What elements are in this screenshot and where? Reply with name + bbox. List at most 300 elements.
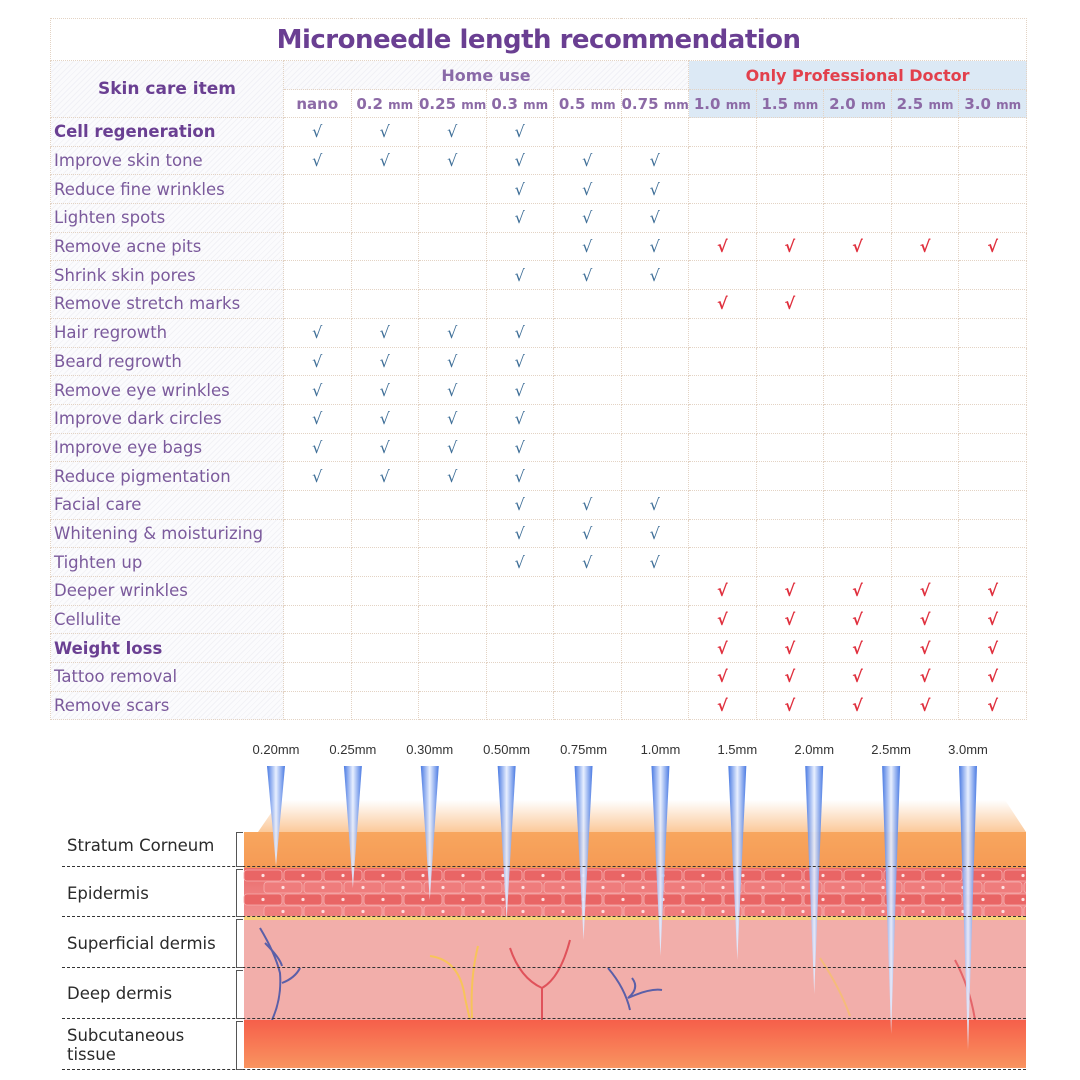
- table-cell: [891, 548, 959, 577]
- needle-label: 1.0mm: [640, 742, 681, 757]
- cell-nucleus: [861, 898, 864, 901]
- column-unit: mm: [725, 97, 751, 112]
- table-cell: [351, 290, 419, 319]
- column-unit: mm: [928, 97, 954, 112]
- table-cell: [959, 519, 1027, 548]
- table-cell: [419, 577, 487, 606]
- layer-bracket: [236, 869, 243, 917]
- table-row: [51, 605, 1027, 634]
- column-value: nano: [296, 94, 339, 113]
- column-unit: mm: [996, 97, 1022, 112]
- check-icon: √: [649, 179, 660, 199]
- cell-nucleus: [1001, 910, 1004, 913]
- check-icon: √: [582, 265, 593, 285]
- column-header-2-5: [891, 90, 959, 118]
- table-cell: [824, 691, 892, 720]
- table-cell: [554, 404, 622, 433]
- table-cell: [621, 175, 689, 204]
- check-icon: √: [852, 638, 863, 658]
- table-cell: [486, 490, 554, 519]
- subcutaneous-layer: [244, 1020, 1026, 1068]
- check-icon: √: [514, 523, 525, 543]
- column-value: 0.25: [419, 94, 457, 113]
- table-cell: [824, 548, 892, 577]
- table-cell: [419, 318, 487, 347]
- check-icon: √: [379, 380, 390, 400]
- table-cell: [486, 261, 554, 290]
- cell-nucleus: [361, 886, 364, 889]
- check-icon: √: [514, 323, 525, 343]
- cell-nucleus: [681, 910, 684, 913]
- table-cell: [351, 376, 419, 405]
- table-cell: [554, 691, 622, 720]
- table-cell: [284, 232, 352, 261]
- table-cell: [756, 605, 824, 634]
- table-cell: [756, 376, 824, 405]
- table-cell: [891, 519, 959, 548]
- cell-nucleus: [281, 886, 284, 889]
- check-icon: √: [919, 610, 931, 630]
- cell-nucleus: [821, 874, 824, 877]
- table-cell: [959, 490, 1027, 519]
- table-cell: [689, 146, 757, 175]
- table-cell: [284, 146, 352, 175]
- table-cell: [419, 118, 487, 147]
- check-icon: √: [852, 696, 863, 716]
- table-cell: [554, 577, 622, 606]
- table-cell: [689, 577, 757, 606]
- table-row: [51, 404, 1027, 433]
- table-cell: [554, 519, 622, 548]
- table-cell: [621, 347, 689, 376]
- table-row: [51, 462, 1027, 491]
- table-row: [51, 577, 1027, 606]
- cell-nucleus: [481, 886, 484, 889]
- cell-nucleus: [801, 886, 804, 889]
- column-header-2-0: [824, 90, 892, 118]
- cell-nucleus: [781, 874, 784, 877]
- table-cell: [486, 204, 554, 233]
- column-value: 0.75: [621, 94, 659, 113]
- table-cell: [959, 204, 1027, 233]
- table-cell: [689, 347, 757, 376]
- table-cell: [486, 691, 554, 720]
- layer-divider: [62, 1069, 1026, 1070]
- cell-nucleus: [341, 898, 344, 901]
- column-unit: mm: [663, 97, 689, 112]
- cell-nucleus: [921, 886, 924, 889]
- table-cell: [756, 347, 824, 376]
- table-cell: [891, 462, 959, 491]
- cell-nucleus: [501, 898, 504, 901]
- table-cell: [824, 347, 892, 376]
- check-icon: √: [447, 380, 458, 400]
- table-cell: [351, 261, 419, 290]
- row-label: Improve dark circles: [51, 404, 284, 433]
- table-cell: [351, 490, 419, 519]
- layer-divider: [62, 866, 1026, 867]
- column-value: 1.5: [761, 94, 789, 113]
- check-icon: √: [987, 696, 999, 716]
- table-cell: [959, 118, 1027, 147]
- table-cell: [824, 175, 892, 204]
- cell-nucleus: [381, 898, 384, 901]
- table-cell: [554, 462, 622, 491]
- column-header-0-25: [419, 90, 487, 118]
- table-cell: [891, 404, 959, 433]
- cell-nucleus: [781, 898, 784, 901]
- check-icon: √: [447, 351, 458, 371]
- needle-label: 0.30mm: [406, 742, 454, 757]
- row-label: Remove stretch marks: [51, 290, 284, 319]
- table-cell: [419, 519, 487, 548]
- table-row: [51, 519, 1027, 548]
- check-icon: √: [784, 610, 796, 630]
- table-cell: [689, 663, 757, 692]
- cell-nucleus: [421, 898, 424, 901]
- home-use-header: Home use: [284, 61, 689, 90]
- table-cell: [554, 290, 622, 319]
- table-cell: [621, 577, 689, 606]
- table-cell: [824, 204, 892, 233]
- layer-bracket: [236, 832, 243, 867]
- cell-nucleus: [641, 886, 644, 889]
- table-row: [51, 290, 1027, 319]
- table-cell: [756, 577, 824, 606]
- needle-label: 0.20mm: [252, 742, 300, 757]
- table-cell: [824, 290, 892, 319]
- cell-nucleus: [761, 886, 764, 889]
- table-cell: [486, 577, 554, 606]
- row-label: Reduce pigmentation: [51, 462, 284, 491]
- cell-nucleus: [521, 886, 524, 889]
- cell-nucleus: [921, 910, 924, 913]
- cell-nucleus: [461, 898, 464, 901]
- check-icon: √: [582, 151, 593, 171]
- table-cell: [689, 691, 757, 720]
- table-cell: [689, 433, 757, 462]
- table-cell: [756, 318, 824, 347]
- column-value: 2.5: [896, 94, 924, 113]
- column-header-3-0: [959, 90, 1027, 118]
- check-icon: √: [919, 696, 931, 716]
- table-cell: [959, 146, 1027, 175]
- table-cell: [554, 261, 622, 290]
- check-icon: √: [514, 122, 525, 142]
- layer-label-subcutaneous-tissue: Subcutaneous tissue: [67, 1026, 185, 1064]
- check-icon: √: [447, 122, 458, 142]
- table-row: [51, 663, 1027, 692]
- table-cell: [824, 605, 892, 634]
- table-cell: [351, 318, 419, 347]
- check-icon: √: [852, 581, 863, 601]
- table-cell: [554, 146, 622, 175]
- table-cell: [419, 548, 487, 577]
- table-cell: [419, 490, 487, 519]
- layer-bracket: [236, 970, 243, 1019]
- check-icon: √: [582, 495, 593, 515]
- cell-nucleus: [901, 874, 904, 877]
- table-cell: [756, 232, 824, 261]
- check-icon: √: [784, 696, 796, 716]
- table-row: [51, 318, 1027, 347]
- layer-label-epidermis: Epidermis: [67, 884, 149, 903]
- check-icon: √: [379, 151, 390, 171]
- check-icon: √: [649, 237, 660, 257]
- table-cell: [824, 118, 892, 147]
- table-cell: [891, 490, 959, 519]
- table-row: [51, 347, 1027, 376]
- table-cell: [419, 261, 487, 290]
- column-unit: mm: [793, 97, 819, 112]
- check-icon: √: [649, 151, 660, 171]
- column-header-nano: [284, 90, 352, 118]
- check-icon: √: [514, 265, 525, 285]
- table-row: [51, 204, 1027, 233]
- table-cell: [824, 261, 892, 290]
- needle-label: 2.5mm: [871, 742, 911, 757]
- table-cell: [284, 290, 352, 319]
- table-cell: [351, 691, 419, 720]
- row-label: Cell regeneration: [51, 118, 284, 147]
- column-unit: mm: [590, 97, 616, 112]
- column-header-1-5: [756, 90, 824, 118]
- check-icon: √: [649, 265, 660, 285]
- table-cell: [486, 376, 554, 405]
- table-cell: [621, 204, 689, 233]
- table-cell: [891, 290, 959, 319]
- cell-nucleus: [561, 886, 564, 889]
- cell-nucleus: [601, 910, 604, 913]
- table-cell: [689, 118, 757, 147]
- table-cell: [891, 577, 959, 606]
- cell-nucleus: [701, 874, 704, 877]
- table-cell: [891, 634, 959, 663]
- table-cell: [824, 433, 892, 462]
- row-label: Whitening & moisturizing: [51, 519, 284, 548]
- needle-label: 1.5mm: [717, 742, 758, 757]
- check-icon: √: [447, 323, 458, 343]
- table-cell: [419, 691, 487, 720]
- table-cell: [756, 433, 824, 462]
- table-cell: [824, 634, 892, 663]
- cell-nucleus: [401, 886, 404, 889]
- table-cell: [756, 548, 824, 577]
- table-cell: [756, 261, 824, 290]
- check-icon: √: [649, 552, 660, 572]
- column-value: 2.0: [829, 94, 856, 113]
- check-icon: √: [312, 437, 323, 457]
- table-cell: [284, 519, 352, 548]
- table-cell: [891, 118, 959, 147]
- table-cell: [891, 232, 959, 261]
- table-cell: [554, 175, 622, 204]
- table-cell: [824, 232, 892, 261]
- table-cell: [824, 404, 892, 433]
- table-cell: [554, 433, 622, 462]
- table-cell: [959, 290, 1027, 319]
- table-cell: [419, 232, 487, 261]
- table-cell: [824, 318, 892, 347]
- table-row: [51, 261, 1027, 290]
- cell-nucleus: [321, 910, 324, 913]
- check-icon: √: [582, 179, 593, 199]
- table-cell: [419, 433, 487, 462]
- cell-nucleus: [601, 886, 604, 889]
- table-cell: [351, 433, 419, 462]
- row-label: Remove eye wrinkles: [51, 376, 284, 405]
- check-icon: √: [649, 208, 660, 228]
- table-cell: [621, 261, 689, 290]
- professional-doctor-header: Only Professional Doctor: [689, 61, 1027, 90]
- cell-nucleus: [441, 886, 444, 889]
- column-header-0-2: [351, 90, 419, 118]
- table-cell: [621, 404, 689, 433]
- table-cell: [419, 146, 487, 175]
- cell-nucleus: [381, 874, 384, 877]
- table-cell: [554, 118, 622, 147]
- table-cell: [824, 146, 892, 175]
- table-cell: [621, 519, 689, 548]
- check-icon: √: [784, 294, 796, 314]
- row-label: Tattoo removal: [51, 663, 284, 692]
- cell-nucleus: [701, 898, 704, 901]
- table-cell: [756, 146, 824, 175]
- table-cell: [689, 519, 757, 548]
- needle-label: 3.0mm: [948, 742, 988, 757]
- check-icon: √: [312, 122, 323, 142]
- table-cell: [554, 204, 622, 233]
- check-icon: √: [919, 581, 931, 601]
- check-icon: √: [582, 237, 593, 257]
- recommendation-table-wrap: [50, 18, 1026, 720]
- table-cell: [824, 663, 892, 692]
- table-cell: [486, 146, 554, 175]
- skin-care-item-header: Skin care item: [51, 61, 284, 118]
- check-icon: √: [582, 208, 593, 228]
- table-row: [51, 232, 1027, 261]
- cell-nucleus: [461, 874, 464, 877]
- check-icon: √: [919, 667, 931, 687]
- cell-nucleus: [941, 898, 944, 901]
- table-cell: [621, 318, 689, 347]
- check-icon: √: [784, 237, 796, 257]
- check-icon: √: [514, 151, 525, 171]
- table-cell: [351, 232, 419, 261]
- table-cell: [891, 691, 959, 720]
- check-icon: √: [987, 581, 999, 601]
- table-cell: [486, 175, 554, 204]
- table-cell: [351, 204, 419, 233]
- table-cell: [419, 204, 487, 233]
- cell-nucleus: [421, 874, 424, 877]
- table-cell: [891, 175, 959, 204]
- column-header-0-3: [486, 90, 554, 118]
- check-icon: √: [987, 610, 999, 630]
- table-cell: [419, 290, 487, 319]
- cell-nucleus: [321, 886, 324, 889]
- table-cell: [891, 146, 959, 175]
- check-icon: √: [987, 237, 999, 257]
- cell-nucleus: [721, 886, 724, 889]
- table-cell: [959, 605, 1027, 634]
- column-unit: mm: [388, 97, 414, 112]
- table-cell: [419, 175, 487, 204]
- table-cell: [284, 663, 352, 692]
- cell-nucleus: [441, 910, 444, 913]
- table-cell: [554, 347, 622, 376]
- check-icon: √: [514, 351, 525, 371]
- cell-nucleus: [941, 874, 944, 877]
- skin-top-surface: [258, 800, 1026, 832]
- table-cell: [554, 663, 622, 692]
- table-cell: [824, 490, 892, 519]
- check-icon: √: [716, 638, 728, 658]
- check-icon: √: [784, 581, 796, 601]
- layer-divider: [62, 967, 1026, 968]
- check-icon: √: [447, 151, 458, 171]
- table-cell: [959, 261, 1027, 290]
- table-cell: [621, 605, 689, 634]
- check-icon: √: [987, 638, 999, 658]
- table-row: [51, 118, 1027, 147]
- table-cell: [824, 462, 892, 491]
- cell-nucleus: [801, 910, 804, 913]
- row-label: Remove scars: [51, 691, 284, 720]
- row-label: Facial care: [51, 490, 284, 519]
- cell-nucleus: [401, 910, 404, 913]
- table-cell: [621, 146, 689, 175]
- needle-label: 0.75mm: [560, 742, 608, 757]
- layer-divider: [62, 916, 1026, 917]
- row-label: Improve eye bags: [51, 433, 284, 462]
- cell-nucleus: [481, 910, 484, 913]
- cell-nucleus: [881, 910, 884, 913]
- table-cell: [689, 261, 757, 290]
- check-icon: √: [582, 523, 593, 543]
- cell-nucleus: [541, 874, 544, 877]
- check-icon: √: [716, 294, 728, 314]
- table-cell: [486, 404, 554, 433]
- check-icon: √: [784, 638, 796, 658]
- table-cell: [756, 175, 824, 204]
- table-cell: [756, 118, 824, 147]
- cell-nucleus: [741, 874, 744, 877]
- table-cell: [419, 376, 487, 405]
- row-label: Cellulite: [51, 605, 284, 634]
- table-cell: [419, 663, 487, 692]
- check-icon: √: [514, 495, 525, 515]
- table-cell: [756, 290, 824, 319]
- check-icon: √: [919, 638, 931, 658]
- check-icon: √: [447, 437, 458, 457]
- table-cell: [689, 462, 757, 491]
- table-cell: [756, 663, 824, 692]
- table-cell: [689, 204, 757, 233]
- table-cell: [284, 204, 352, 233]
- table-cell: [959, 548, 1027, 577]
- cell-nucleus: [821, 898, 824, 901]
- cell-nucleus: [681, 886, 684, 889]
- needle-label: 0.50mm: [483, 742, 531, 757]
- table-cell: [284, 347, 352, 376]
- table-cell: [419, 605, 487, 634]
- row-label: Improve skin tone: [51, 146, 284, 175]
- check-icon: √: [919, 237, 931, 257]
- column-unit: mm: [523, 97, 549, 112]
- table-cell: [959, 318, 1027, 347]
- table-cell: [689, 318, 757, 347]
